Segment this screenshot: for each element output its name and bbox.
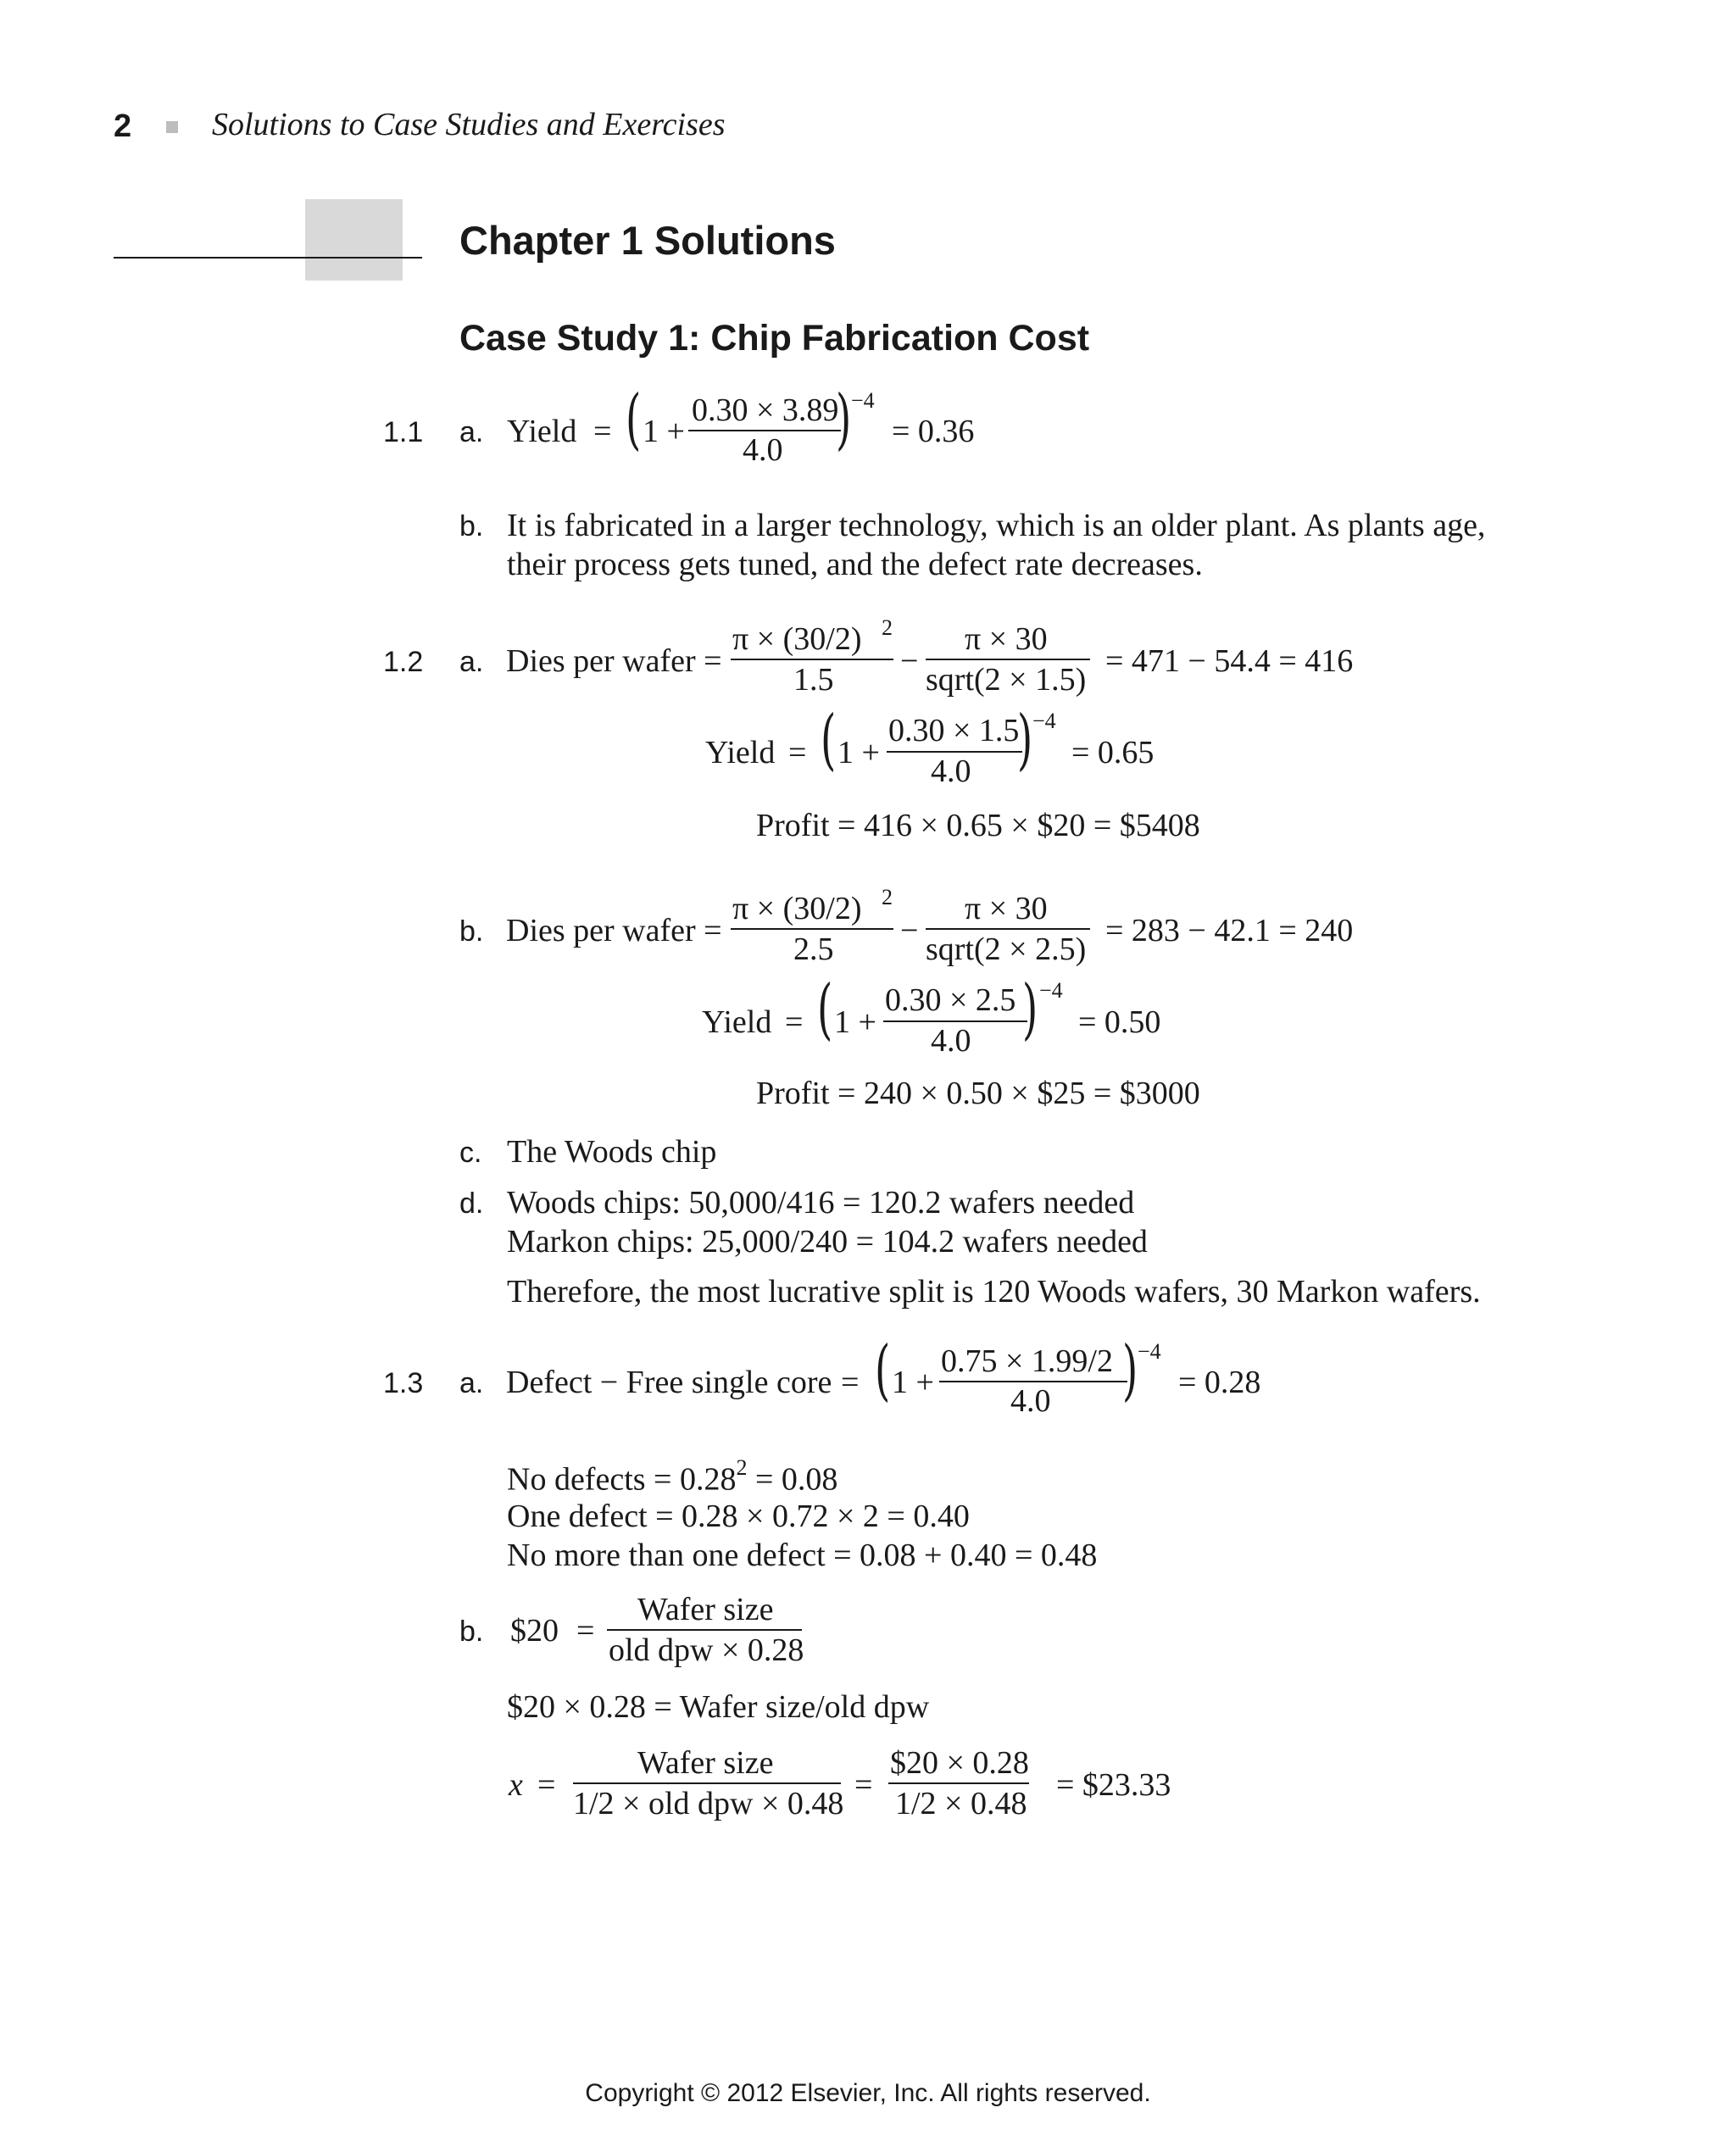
- fraction-denominator: sqrt(2 × 2.5): [926, 931, 1087, 967]
- fraction-bar: [939, 1381, 1127, 1382]
- exponent: −4: [1138, 1339, 1161, 1364]
- fraction-bar: [926, 659, 1090, 660]
- fraction-bar: [607, 1629, 802, 1631]
- equals-sign: =: [593, 414, 612, 449]
- chapter-title: Chapter 1 Solutions: [459, 218, 836, 263]
- answer-text: Markon chips: 25,000/240 = 104.2 wafers needed: [507, 1224, 1148, 1260]
- formula-lhs: $20: [510, 1613, 559, 1649]
- fraction-numerator: $20 × 0.28: [890, 1745, 1029, 1781]
- case-study-title: Case Study 1: Chip Fabrication Cost: [459, 318, 1090, 359]
- fraction-numerator: π × (30/2): [732, 621, 862, 657]
- left-paren: (: [875, 1332, 891, 1409]
- left-paren: (: [821, 702, 837, 778]
- right-paren: ): [1022, 971, 1038, 1048]
- left-paren: (: [817, 971, 833, 1048]
- fraction-denominator: 1/2 × 0.48: [895, 1786, 1027, 1821]
- answer-text: It is fabricated in a larger technology, which is an older plant. As plants age,: [507, 508, 1486, 543]
- exponent: 2: [882, 885, 893, 909]
- left-paren: (: [626, 381, 642, 458]
- one-plus: 1 +: [834, 1004, 876, 1040]
- formula-result: = 283 − 42.1 = 240: [1105, 913, 1354, 948]
- formula-result: = 0.50: [1078, 1004, 1161, 1040]
- fraction-numerator: 0.30 × 2.5: [885, 982, 1016, 1018]
- equals-sign: =: [841, 1365, 860, 1400]
- fraction-bar: [883, 1020, 1027, 1022]
- fraction-denominator: sqrt(2 × 1.5): [926, 662, 1087, 698]
- fraction-numerator: π × 30: [965, 621, 1048, 657]
- fraction-bar: [887, 751, 1022, 753]
- variable-x: x: [509, 1767, 523, 1803]
- bullet-square-icon: [166, 121, 178, 133]
- fraction-denominator: 1/2 × old dpw × 0.48: [573, 1786, 844, 1821]
- fraction-bar: [888, 1782, 1029, 1784]
- answer-text: One defect = 0.28 × 0.72 × 2 = 0.40: [507, 1499, 970, 1534]
- part-label: b.: [459, 510, 484, 542]
- fraction-denominator: 4.0: [743, 432, 783, 468]
- fraction-denominator: 4.0: [931, 754, 971, 789]
- right-paren: ): [1122, 1332, 1138, 1409]
- fraction-bar: [731, 928, 893, 930]
- exponent: −4: [1032, 709, 1056, 733]
- formula-lhs: Yield: [702, 1004, 772, 1040]
- fraction-numerator: π × (30/2): [732, 891, 862, 926]
- fraction-bar: [573, 1782, 841, 1784]
- no-defects-text: No defects = 0.28: [507, 1461, 737, 1498]
- chapter-rule: [114, 257, 422, 259]
- part-label: a.: [459, 416, 484, 448]
- problem-number: 1.3: [383, 1367, 424, 1399]
- formula-lhs: Yield: [705, 735, 776, 770]
- one-plus: 1 +: [643, 414, 685, 449]
- copyright-footer: Copyright © 2012 Elsevier, Inc. All rights reserved.: [585, 2079, 1151, 2107]
- fraction-denominator: 2.5: [793, 931, 834, 967]
- answer-text: The Woods chip: [507, 1134, 717, 1170]
- answer-text: Woods chips: 50,000/416 = 120.2 wafers needed: [507, 1185, 1135, 1221]
- one-plus: 1 +: [892, 1365, 934, 1400]
- equals-sign: =: [854, 1767, 873, 1803]
- formula-lhs: Defect − Free single core: [506, 1365, 832, 1400]
- fraction-bar: [926, 928, 1090, 930]
- exponent: 2: [882, 615, 893, 640]
- equals-sign: =: [785, 1004, 804, 1040]
- problem-number: 1.2: [383, 646, 424, 678]
- answer-text: their process gets tuned, and the defect rate decreases.: [507, 547, 1203, 582]
- equals-sign: =: [788, 735, 807, 770]
- fraction-numerator: 0.75 × 1.99/2: [941, 1343, 1113, 1379]
- part-label: a.: [459, 646, 484, 678]
- profit-line: Profit = 240 × 0.50 × $25 = $3000: [756, 1076, 1200, 1111]
- exponent: −4: [851, 388, 875, 413]
- no-defects-result: = 0.08: [747, 1461, 838, 1498]
- fraction-numerator: π × 30: [965, 891, 1048, 926]
- fraction-numerator: Wafer size: [637, 1592, 774, 1627]
- problem-number: 1.1: [383, 416, 424, 448]
- minus-sign: −: [900, 913, 919, 948]
- equals-sign: =: [576, 1613, 595, 1649]
- fraction-denominator: old dpw × 0.28: [609, 1632, 804, 1668]
- right-paren: ): [836, 381, 852, 458]
- formula-result: = $23.33: [1056, 1767, 1171, 1803]
- answer-text: Therefore, the most lucrative split is 120 Woods wafers, 30 Markon wafers.: [507, 1274, 1481, 1310]
- formula-lhs: Dies per wafer =: [506, 643, 722, 679]
- running-title: Solutions to Case Studies and Exercises: [212, 107, 726, 142]
- profit-line: Profit = 416 × 0.65 × $20 = $5408: [756, 808, 1200, 843]
- formula-result: = 0.65: [1071, 735, 1155, 770]
- answer-text: No more than one defect = 0.08 + 0.40 = 0.48: [507, 1538, 1098, 1573]
- part-label: d.: [459, 1187, 484, 1220]
- answer-text: [507, 1455, 838, 1498]
- formula-lhs: Dies per wafer =: [506, 913, 722, 948]
- fraction-bar: [688, 430, 841, 431]
- answer-text: $20 × 0.28 = Wafer size/old dpw: [507, 1689, 930, 1725]
- one-plus: 1 +: [837, 735, 880, 770]
- formula-result: = 0.36: [892, 414, 975, 449]
- formula-lhs: Yield: [507, 414, 577, 449]
- fraction-denominator: 1.5: [793, 662, 834, 698]
- fraction-numerator: 0.30 × 3.89: [692, 392, 839, 428]
- chapter-marker-box: [305, 199, 403, 281]
- part-label: a.: [459, 1367, 484, 1399]
- minus-sign: −: [900, 643, 919, 679]
- exponent: −4: [1039, 978, 1063, 1003]
- fraction-bar: [731, 659, 893, 660]
- part-label: b.: [459, 1615, 484, 1648]
- exponent: 2: [736, 1455, 748, 1480]
- formula-result: = 0.28: [1178, 1365, 1261, 1400]
- fraction-denominator: 4.0: [1010, 1383, 1051, 1419]
- part-label: c.: [459, 1137, 482, 1169]
- part-label: b.: [459, 915, 484, 948]
- right-paren: ): [1017, 702, 1033, 778]
- fraction-numerator: Wafer size: [637, 1745, 774, 1781]
- formula-result: = 471 − 54.4 = 416: [1105, 643, 1354, 679]
- equals-sign: =: [537, 1767, 556, 1803]
- page-number: 2: [114, 108, 132, 144]
- fraction-numerator: 0.30 × 1.5: [888, 713, 1020, 748]
- fraction-denominator: 4.0: [931, 1023, 971, 1059]
